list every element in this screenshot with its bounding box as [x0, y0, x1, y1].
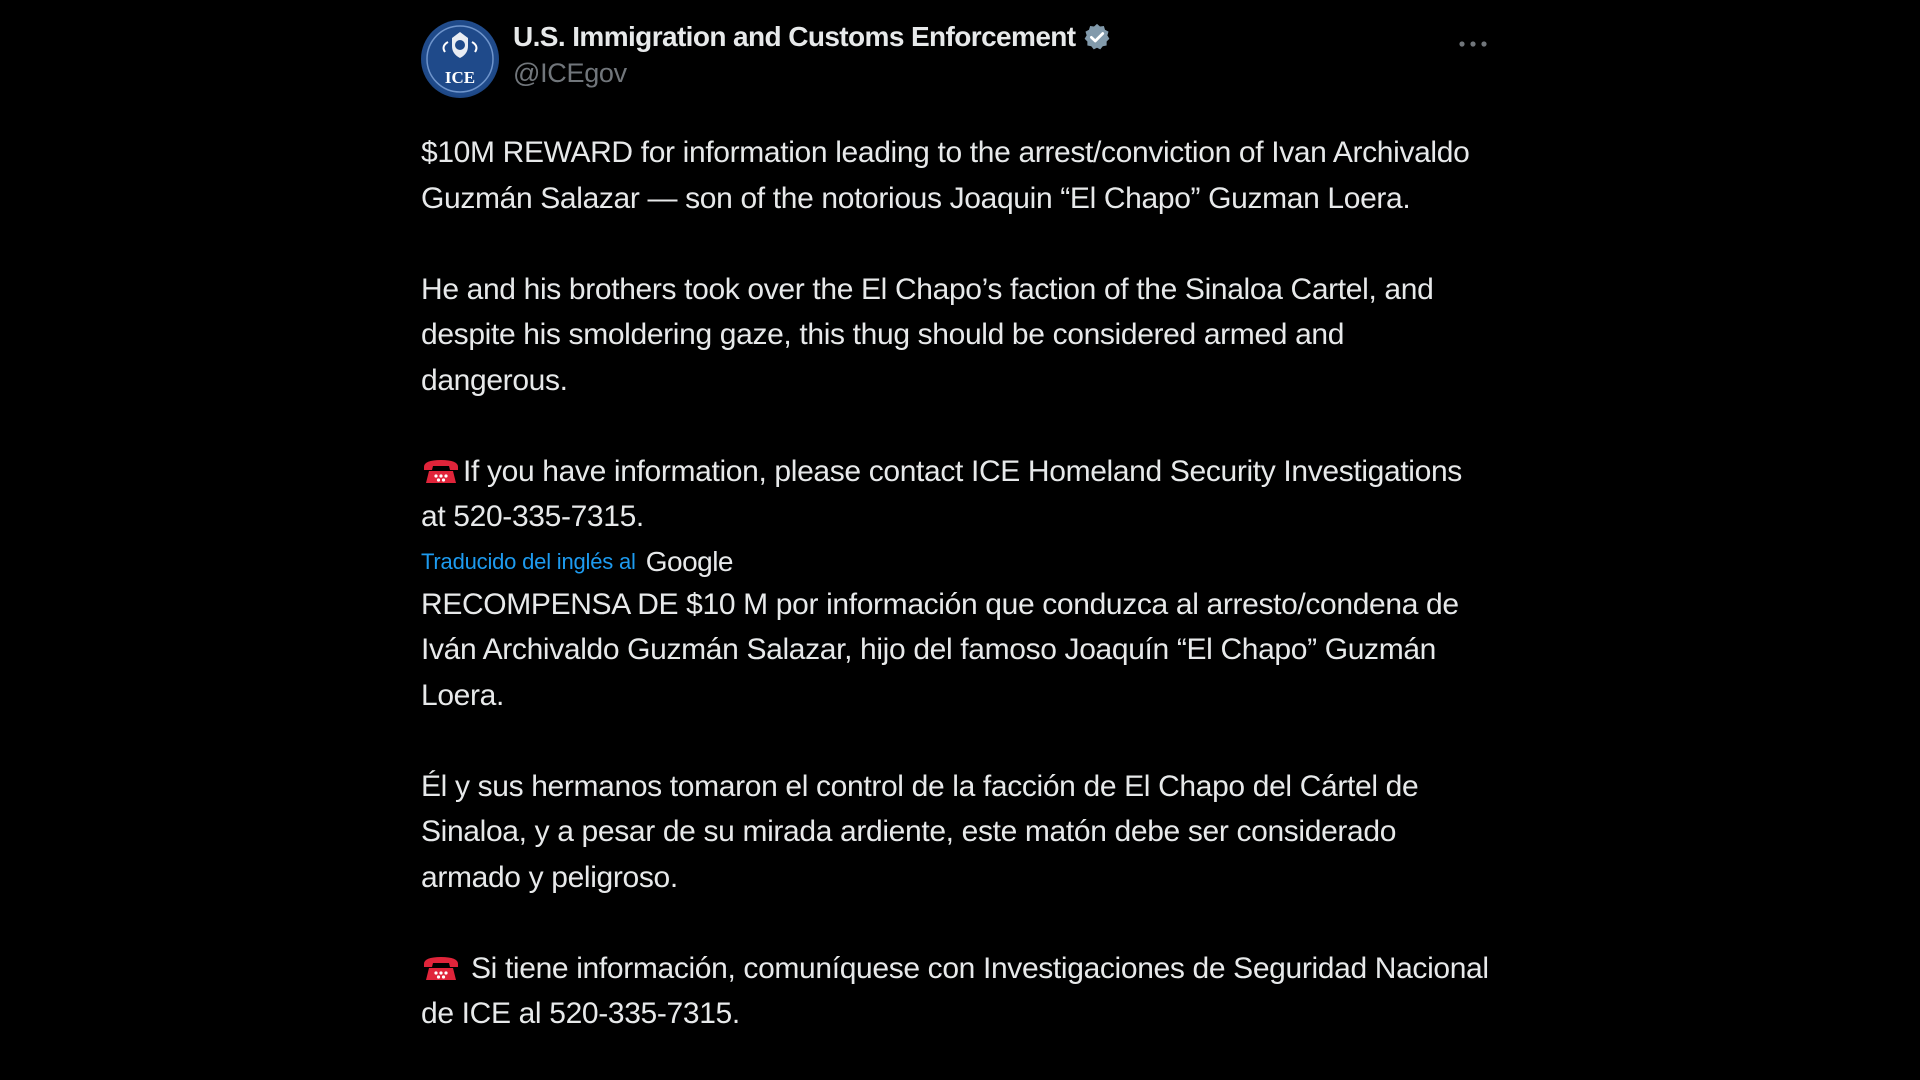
ice-seal-icon: [421, 20, 499, 98]
telephone-icon: [421, 454, 461, 484]
tweet-paragraph-2: He and his brothers took over the El Chapo’s faction of the Sinaloa Cartel, and despite his smoldering gaze, this thug should be considered armed and dangerous.: [421, 272, 1442, 397]
verified-badge-icon[interactable]: [1082, 22, 1112, 52]
tweet-paragraph-3-wrap: [421, 449, 1493, 540]
translated-label-link[interactable]: Traducido del inglés al: [421, 548, 636, 574]
translation-attribution: [421, 542, 1493, 582]
tweet-paragraph-1: $10M REWARD for information leading to the arrest/conviction of Ivan Archivaldo Guzmán Salazar — son of the notorious Joaquin “El Chapo” Guzman Loera.: [421, 136, 1478, 215]
tweet: [421, 16, 1497, 1037]
tweet-header: [421, 16, 1493, 98]
translation-paragraph-3: Si tiene información, comuníquese con Investigaciones de Seguridad Nacional de ICE al 520-335-7315.: [421, 951, 1497, 1030]
account-handle[interactable]: @ICEgov: [513, 58, 627, 88]
avatar-text: ICE: [444, 68, 476, 87]
account-names: [513, 20, 1112, 89]
display-name-row: [513, 20, 1112, 54]
more-options-icon[interactable]: [1453, 24, 1493, 64]
translation-paragraph-3-wrap: [421, 946, 1497, 1037]
display-name[interactable]: U.S. Immigration and Customs Enforcement: [513, 21, 1076, 52]
telephone-icon: [421, 951, 461, 981]
tweet-paragraph-3: If you have information, please contact ICE Homeland Security Investigations at 520-335-7315.: [421, 454, 1470, 533]
translation-paragraph-2: Él y sus hermanos tomaron el control de la facción de El Chapo del Cártel de Sinaloa, y a pesar de su mirada ardiente, este matón debe ser considerado armado y peligroso.: [421, 769, 1427, 894]
avatar[interactable]: [421, 20, 499, 98]
google-logo: Google: [645, 545, 734, 577]
translation-paragraph-1: RECOMPENSA DE $10 M por información que conduzca al arresto/condena de Iván Archivaldo Guzmán Salazar, hijo del famoso Joaquín “El Chapo” Guzmán Loera.: [421, 587, 1467, 712]
tweet-body: [421, 130, 1497, 1037]
